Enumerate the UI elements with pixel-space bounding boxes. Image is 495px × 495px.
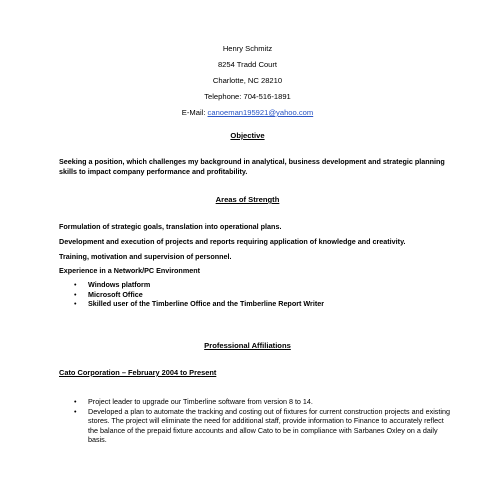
list-item: • Microsoft Office: [74, 289, 143, 299]
strength-line: Experience in a Network/PC Environment: [59, 266, 200, 275]
strength-line: Training, motivation and supervision of personnel.: [59, 252, 232, 261]
list-item: • Windows platform: [74, 280, 151, 289]
list-item: • Skilled user of the Timberline Office and the Timberline Report Writer: [74, 299, 325, 309]
strength-bullet-list: [74, 280, 454, 309]
bullet-icon: •: [74, 299, 77, 309]
affiliations-heading: Professional Affiliations: [204, 341, 291, 350]
strength-line: Development and execution of projects and reports requiring application of knowledge and creativity.: [59, 237, 406, 246]
job-bullet-list: [74, 397, 454, 445]
objective-text: Seeking a position, which challenges my background in analytical, business development and strategic planning skills to impact company performance and profitability.: [59, 157, 445, 176]
contact-email-line: [0, 108, 495, 117]
bullet-icon: •: [74, 397, 77, 406]
strengths-heading: Areas of Strength: [215, 195, 280, 204]
list-item: • Developed a plan to automate the tracking and costing out of fixtures for current construction projects and existing stores. The project will eliminate the need for additional staff, provide information to Finance to accurately reflect the balance of the prepaid fixture accounts and allow Cato to be in compliance with Sarbanes Oxley on a daily basis.: [74, 406, 450, 445]
email-link[interactable]: canoeman195921@yahoo.com: [207, 108, 314, 117]
contact-city: Charlotte, NC 28210: [212, 76, 283, 85]
bullet-icon: •: [74, 289, 77, 299]
contact-street: 8254 Tradd Court: [217, 60, 278, 69]
contact-telephone: Telephone: 704-516-1891: [204, 92, 291, 101]
email-label: E-Mail:: [181, 108, 208, 117]
bullet-icon: •: [74, 280, 77, 289]
strength-line: Formulation of strategic goals, translation into operational plans.: [59, 222, 282, 231]
contact-name: Henry Schmitz: [222, 44, 273, 53]
list-item: • Project leader to upgrade our Timberline software from version 8 to 14.: [74, 397, 313, 406]
bullet-icon: •: [74, 406, 77, 416]
objective-heading: Objective: [230, 131, 265, 140]
job-title: Cato Corporation – February 2004 to Present: [59, 368, 217, 377]
